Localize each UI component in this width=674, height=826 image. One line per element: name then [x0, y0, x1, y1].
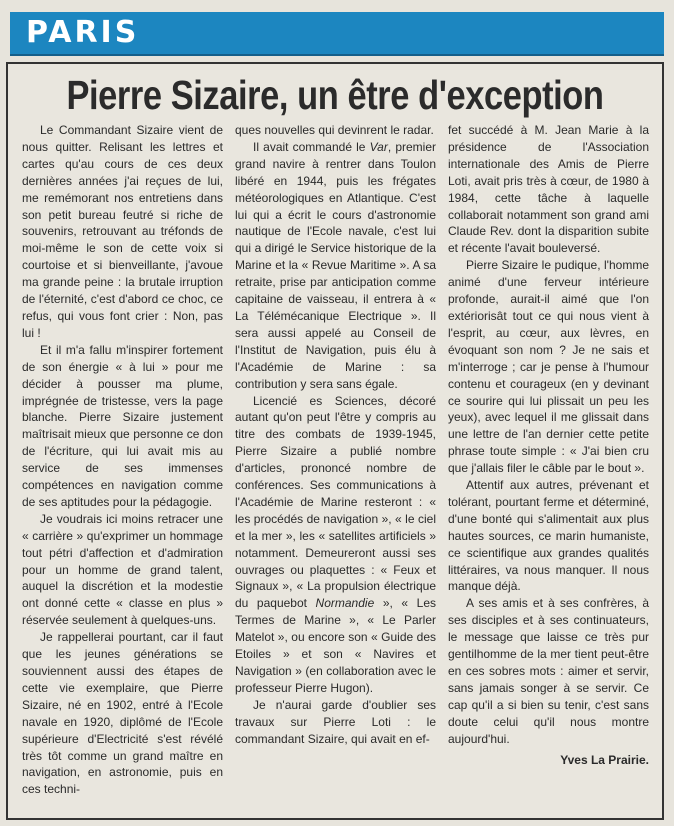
ship-name-var: Var — [369, 139, 388, 154]
paragraph: Pierre Sizaire le pudique, l'homme animé d'une ferveur intérieure profonde, aurait-il aimé que l'on extériorisât tout ce qui nous vient à l'esprit, au cœur, aux lèvres, en évoquant son nom ? Je ne sais et m'interroge ; car je pense à l'humour contenu et courageux (en y devinant ce sourire qui lui plissait un peu les yeux), avec lequel il me glissait dans une lettre de l'an dernier cette petite phrase toute simple : « J'ai bien cru que j'allais filer le câble par le bout ». — [448, 258, 649, 476]
column-1 — [22, 122, 223, 798]
paragraph: A ses amis et à ses confrères, à ses disciples et à ses continuateurs, le message que laisse ce très pur gentilhomme de la mer tient peut-être en ces sobres mots : aimer et servir, sans jamais songer à se servir. Ce cap qu'il a si bien su tenir, c'est sans doute celui qu'il nous montre aujourd'hui. — [448, 596, 649, 746]
paragraph: Et il m'a fallu m'inspirer fortement de son énergie « à lui » pour me décider à pousser ma plume, imprégnée de tristesse, vers la page blanche. Pierre Sizaire justement maîtrisait mieux que personne ce don de l'écriture, qui lui avait mis au service de ses immenses compétences en navigation comme de ses aptitudes pour la pédagogie. — [22, 342, 223, 509]
paragraph — [235, 139, 436, 393]
paragraph: Le Commandant Sizaire vient de nous quitter. Relisant les lettres et cartes qu'au cours de ces deux dernières années j'ai reçues de lui, me remémorant nos entretiens dans son petit bureau feutré si riche de souvenirs, retrouvant au tréfonds de moi-même le son de cette voix si courtoise et si bienveillante, j'avoue ma grande peine : la brutale irruption de l'éternité, c'est d'abord ce choc, ce refus, qui vous font crier : Non, pas lui ! — [22, 123, 223, 340]
paragraph: Je voudrais ici moins retracer une « carrière » qu'exprimer un hommage tout pétri d'affection et d'admiration pour un homme de grand talent, auquel la discrétion et la modestie ont donné cette « classe en plus » réservée seulement à quelques-uns. — [22, 511, 223, 628]
section-label: PARIS — [26, 15, 140, 50]
column-3 — [448, 122, 649, 798]
text-run: Licencié es Sciences, décoré autant qu'on peut l'être y compris au titre des combats de 1939-1945, Pierre Sizaire a publié nombre d'articles, prononcé nombre de conférences. Ses communications à l'Académie de Marine resteront : « les procédés de navigation », « le ciel et la mer », les « satellites artificiels » notamment. Demeureront aussi ses ouvrages ou plaquettes : « Feux et Signaux », « La propulsion électrique du paquebot — [235, 393, 436, 611]
headline: Pierre Sizaire, un être d'exception — [66, 72, 604, 118]
paragraph — [235, 393, 436, 697]
paragraph-continued: fet succédé à M. Jean Marie à la présidence de l'Association internationale des Amis de Pierre Loti, avait pris très à cœur, de 1980 à 1984, cette tâche à laquelle collaborait notamment son grand ami Claude Rev. dont la disparition subite et récente l'avait bouleversé. — [448, 123, 649, 256]
author-signature: Yves La Prairie. — [560, 752, 649, 767]
text-run: Il avait commandé le — [253, 139, 370, 154]
text-run: , premier grand navire à rentrer dans Toulon libéré en 1944, puis les frégates météorologiques en Atlantique. C'est lui qui a écrit le cours d'astronomie nautique de l'Ecole navale, c'est lui qui a dirigé le Service historique de la Marine et la « Revue Maritime ». A sa retraite, prise par anticipation comme capitaine de vaisseau, il entrera à « La Télémécanique Electrique ». Il sera aussi appelé au Conseil de l'Institut de Navigation, puis élu à l'Académie de Marine : sa contribution y sera sans égale. — [235, 139, 437, 391]
ship-name-normandie: Normandie — [315, 596, 375, 611]
section-banner — [10, 12, 664, 56]
paragraph: Je n'aurai garde d'oublier ses travaux sur Pierre Loti : le commandant Sizaire, qui avait en ef- — [235, 697, 436, 746]
paragraph-continued: ques nouvelles qui devinrent le radar. — [235, 123, 434, 137]
paragraph: Attentif aux autres, prévenant et tolérant, pourtant ferme et déterminé, d'une bonté qui s'alimentait aux plus hautes sources, ce marin humaniste, ce scientifique aux grandes qualités littéraires, va nous manquer. Il nous manque déjà. — [448, 478, 649, 594]
text-run: », « Les Termes de Marine », « Le Parler Matelot », ou encore son « Guide des Etoiles » et son « Navires et Navigation » (en collaboration avec le professeur Pierre Hugon). — [235, 596, 436, 695]
article-columns — [22, 122, 650, 798]
paragraph: Je rappellerai pourtant, car il faut que les jeunes générations se souviennent aussi des étapes de cette vie exemplaire, que Pierre Sizaire, né en 1902, entré à l'Ecole navale en 1920, diplômé de l'Ecole supérieure d'Electricité s'est révélé très tôt comme un grand maître en navigation, en astronomie, puis en ces techni- — [22, 630, 223, 797]
column-2 — [235, 122, 436, 798]
article-frame — [6, 62, 664, 820]
